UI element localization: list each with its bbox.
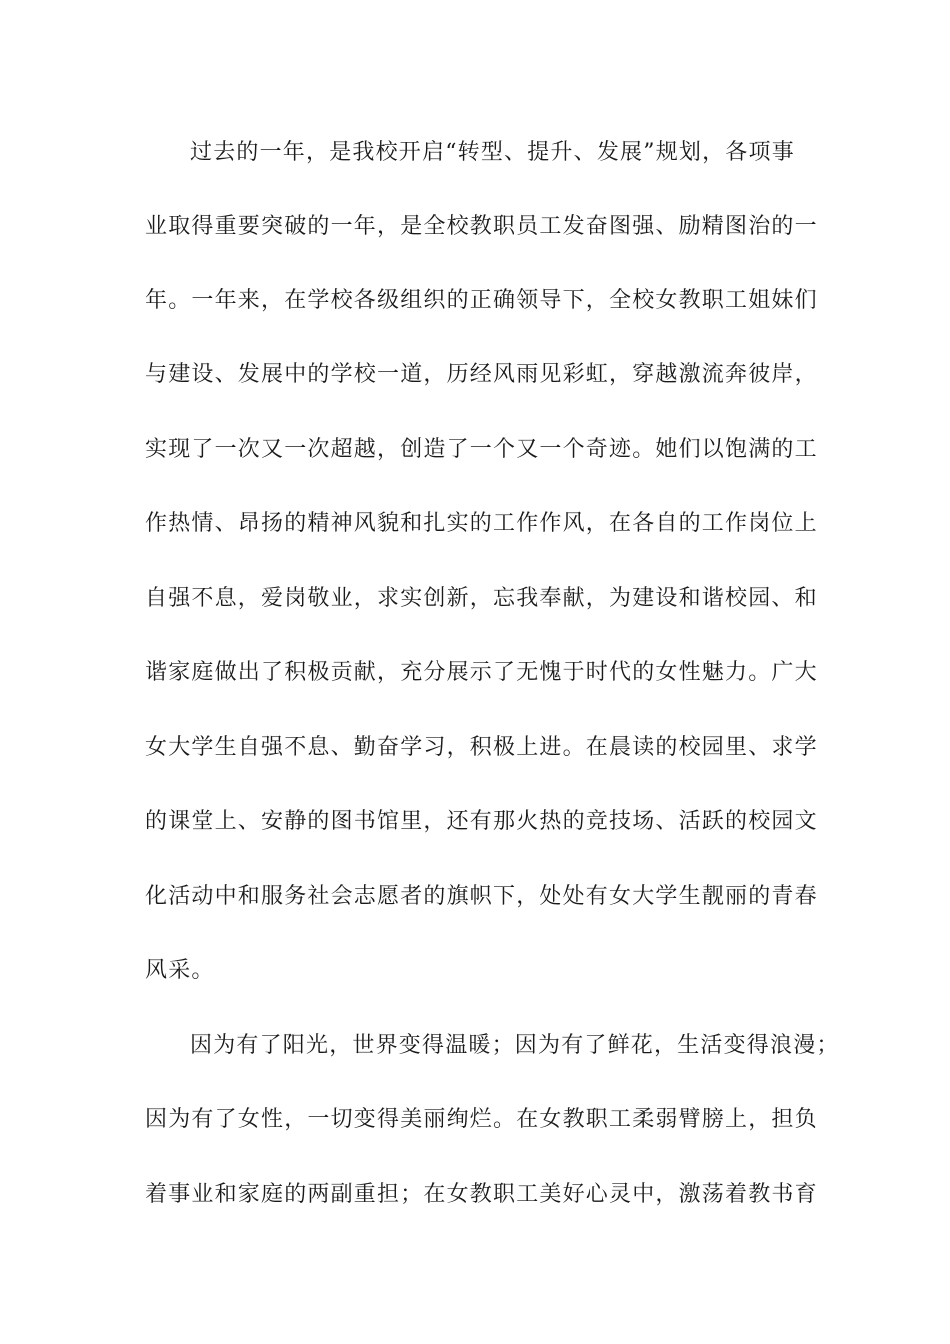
paragraph-1-line-11: 化活动中和服务社会志愿者的旗帜下，处处有女大学生靓丽的青春 [145,884,818,909]
paragraph-1-line-1: 过去的一年，是我校开启“转型、提升、发展”规划，各项事 [190,140,795,165]
paragraph-1-line-8: 谐家庭做出了积极贡献，充分展示了无愧于时代的女性魅力。广大 [145,660,818,685]
paragraph-1-line-9: 女大学生自强不息、勤奋学习，积极上进。在晨读的校园里、求学 [145,735,818,760]
paragraph-1-line-4: 与建设、发展中的学校一道，历经风雨见彩虹，穿越激流奔彼岸， [145,362,818,387]
paragraph-1-line-2: 业取得重要突破的一年，是全校教职员工发奋图强、励精图治的一 [145,214,818,239]
paragraph-2-line-2: 因为有了女性，一切变得美丽绚烂。在女教职工柔弱臂膀上，担负 [145,1107,818,1132]
paragraph-1-line-6: 作热情、昂扬的精神风貌和扎实的工作作风，在各自的工作岗位上 [145,511,818,536]
paragraph-1-line-12: 风采。 [145,958,215,983]
paragraph-2-line-1: 因为有了阳光，世界变得温暖；因为有了鲜花，生活变得浪漫； [190,1033,840,1058]
paragraph-1-line-7: 自强不息，爱岗敬业，求实创新，忘我奉献，为建设和谐校园、和 [145,586,818,611]
paragraph-2-line-3: 着事业和家庭的两副重担；在女教职工美好心灵中，激荡着教书育 [145,1182,818,1207]
paragraph-1-line-10: 的课堂上、安静的图书馆里，还有那火热的竞技场、活跃的校园文 [145,809,818,834]
paragraph-1-line-3: 年。一年来，在学校各级组织的正确领导下，全校女教职工姐妹们 [145,288,818,313]
paragraph-1-line-5: 实现了一次又一次超越，创造了一个又一个奇迹。她们以饱满的工 [145,437,818,462]
